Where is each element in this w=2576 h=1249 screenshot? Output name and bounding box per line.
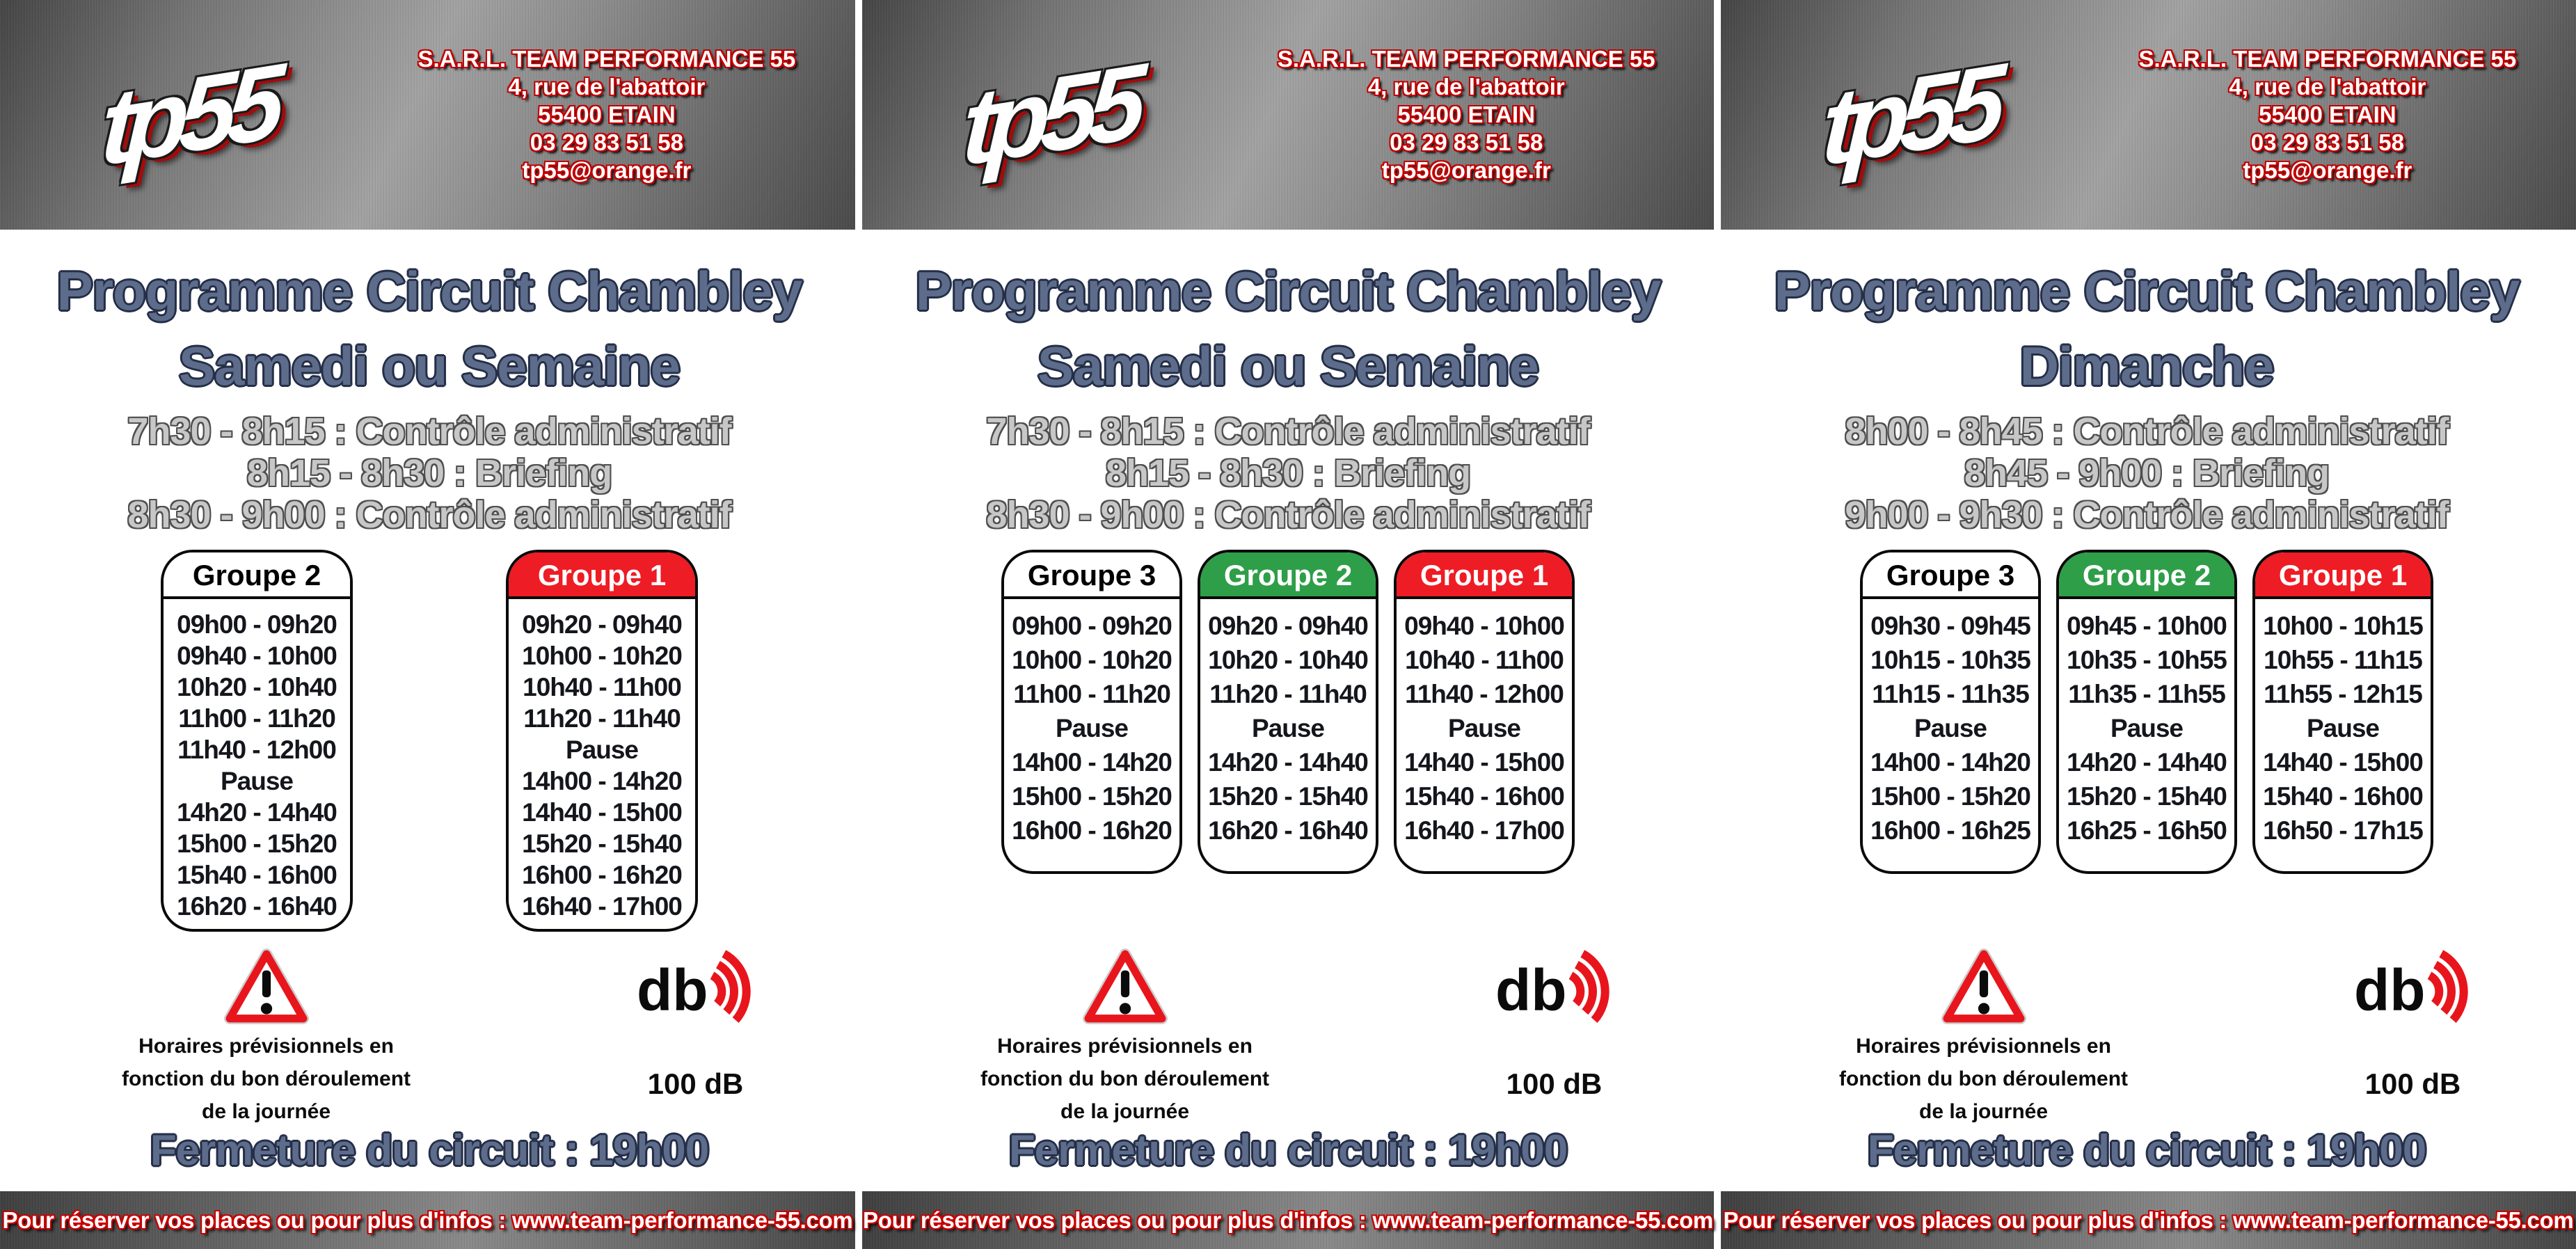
title-line1: Programme Circuit Chambley: [1774, 260, 2520, 321]
flyer-panel-samedi-2: [859, 0, 1717, 1249]
time-slot: 11h35 - 11h55: [2068, 680, 2225, 708]
closing-time: Fermeture du circuit : 19h00: [1867, 1127, 2426, 1175]
company-street: 4, rue de l'abattoir: [2229, 74, 2426, 100]
time-slot: 09h20 - 09h40: [522, 610, 682, 639]
notice-line: fonction du bon déroulement: [980, 1067, 1270, 1090]
pause-row: Pause: [1447, 714, 1520, 742]
time-slot: 15h20 - 15h40: [522, 829, 682, 858]
header-plate: [1721, 0, 2576, 230]
company-email: tp55@orange.fr: [1381, 157, 1551, 183]
tp55-logo: tp55: [960, 40, 1140, 188]
time-slot: 10h00 - 10h20: [1012, 646, 1172, 674]
time-slot: 14h40 - 15h00: [1404, 748, 1564, 777]
time-slot: 16h25 - 16h50: [2067, 816, 2227, 845]
company-name: S.A.R.L. TEAM PERFORMANCE 55: [1277, 46, 1655, 72]
pause-row: Pause: [2306, 714, 2379, 742]
schedule-line: 8h30 - 9h00 : Contrôle administratif: [986, 494, 1590, 536]
pause-row: Pause: [1055, 714, 1128, 742]
time-slot: 09h45 - 10h00: [2067, 612, 2227, 640]
noise-block: [1391, 948, 1717, 1128]
page-title: [0, 253, 859, 404]
pause-row: Pause: [1914, 714, 1987, 742]
noise-limit: 100 dB: [2364, 1067, 2461, 1100]
group-header: Groupe 3: [1004, 552, 1179, 599]
time-slot: 16h00 - 16h25: [1870, 816, 2030, 845]
header-plate: [862, 0, 1714, 230]
time-slot: 16h50 - 17h15: [2263, 816, 2423, 845]
time-slot: 15h00 - 15h20: [1870, 782, 2030, 811]
group-cards: [1717, 550, 2576, 874]
svg-text:db: db: [1495, 957, 1567, 1023]
schedule-line: 8h15 - 8h30 : Briefing: [1105, 452, 1471, 494]
schedule-line: 7h30 - 8h15 : Contrôle administratif: [127, 411, 731, 452]
notice-text: [980, 1030, 1269, 1128]
title-line2: Samedi ou Semaine: [179, 335, 680, 397]
company-street: 4, rue de l'abattoir: [1367, 74, 1565, 100]
group-header: Groupe 2: [2059, 552, 2234, 599]
warning-triangle-icon: [1083, 948, 1168, 1024]
notice-line: Horaires prévisionnels en: [138, 1035, 394, 1058]
title-line1: Programme Circuit Chambley: [56, 260, 802, 321]
noise-block: [532, 948, 859, 1128]
company-city: 55400 ETAIN: [2259, 102, 2396, 127]
time-slot: 10h20 - 10h40: [177, 673, 337, 701]
time-slot: 10h20 - 10h40: [1208, 646, 1368, 674]
group-times: [1200, 599, 1376, 854]
notice-block: [1717, 948, 2250, 1128]
pause-row: Pause: [2110, 714, 2183, 742]
morning-schedule: [859, 411, 1717, 536]
group-header: Groupe 1: [1397, 552, 1572, 599]
notice-line: fonction du bon déroulement: [122, 1067, 411, 1090]
title-line1: Programme Circuit Chambley: [915, 260, 1661, 321]
group-header: Groupe 2: [164, 552, 350, 599]
company-info: [1237, 45, 1714, 184]
company-city: 55400 ETAIN: [538, 102, 676, 127]
footer-bar: [1721, 1191, 2576, 1249]
noise-limit: 100 dB: [647, 1067, 744, 1100]
time-slot: 10h40 - 11h00: [523, 673, 681, 701]
warning-triangle-icon: [1941, 948, 2026, 1024]
closing-time: Fermeture du circuit : 19h00: [1008, 1127, 1568, 1175]
flyer-panel-samedi-1: [0, 0, 859, 1249]
time-slot: 09h20 - 09h40: [1208, 612, 1368, 640]
notice-text: [122, 1030, 411, 1128]
decibel-sound-icon: [2354, 948, 2472, 1031]
time-slot: 14h40 - 15h00: [522, 798, 682, 827]
time-slot: 15h20 - 15h40: [1208, 782, 1368, 811]
time-slot: 11h00 - 11h20: [178, 704, 335, 733]
time-slot: 09h40 - 10h00: [1404, 612, 1564, 640]
pause-row: Pause: [565, 735, 638, 764]
time-slot: 16h00 - 16h20: [1012, 816, 1172, 845]
time-slot: 10h55 - 11h15: [2264, 646, 2422, 674]
company-phone: 03 29 83 51 58: [1390, 129, 1543, 155]
footer-bar: [0, 1191, 855, 1249]
noise-limit: 100 dB: [1506, 1067, 1603, 1100]
morning-schedule: [0, 411, 859, 536]
group-times: [2255, 599, 2431, 854]
group-cards: [859, 550, 1717, 874]
time-slot: 15h40 - 16h00: [2263, 782, 2423, 811]
noise-block: [2250, 948, 2576, 1128]
company-info: [376, 45, 855, 184]
svg-text:db: db: [636, 957, 708, 1023]
company-email: tp55@orange.fr: [2243, 157, 2412, 183]
flyer-panel-dimanche: [1717, 0, 2576, 1249]
notice-line: de la journée: [1060, 1100, 1190, 1123]
time-slot: 09h30 - 09h45: [1870, 612, 2030, 640]
group-card: [1394, 550, 1575, 874]
group-times: [509, 599, 695, 929]
group-header: Groupe 3: [1863, 552, 2038, 599]
footer-bar: [862, 1191, 1714, 1249]
group-times: [1004, 599, 1179, 854]
notice-text: [1839, 1030, 2128, 1128]
company-phone: 03 29 83 51 58: [2250, 129, 2404, 155]
company-email: tp55@orange.fr: [522, 157, 692, 183]
company-phone: 03 29 83 51 58: [530, 129, 683, 155]
time-slot: 11h20 - 11h40: [523, 704, 681, 733]
schedule-line: 8h00 - 8h45 : Contrôle administratif: [1845, 411, 2449, 452]
time-slot: 11h40 - 12h00: [1405, 680, 1564, 708]
time-slot: 16h40 - 17h00: [1404, 816, 1564, 845]
bottom-info: [859, 948, 1717, 1128]
page-title: [859, 253, 1717, 404]
notice-line: fonction du bon déroulement: [1839, 1067, 2129, 1090]
company-street: 4, rue de l'abattoir: [508, 74, 706, 100]
tp55-logo: tp55: [98, 40, 278, 188]
time-slot: 16h20 - 16h40: [177, 892, 337, 921]
group-times: [1397, 599, 1572, 854]
time-slot: 14h20 - 14h40: [177, 798, 337, 827]
company-info: [2097, 45, 2576, 184]
closing-time: Fermeture du circuit : 19h00: [150, 1127, 709, 1175]
group-times: [1863, 599, 2038, 854]
pause-row: Pause: [220, 767, 293, 795]
schedule-line: 7h30 - 8h15 : Contrôle administratif: [986, 411, 1590, 452]
page-title: [1717, 253, 2576, 404]
tp55-logo: tp55: [1819, 40, 1999, 188]
group-card: [1860, 550, 2041, 874]
time-slot: 11h20 - 11h40: [1209, 680, 1367, 708]
time-slot: 11h55 - 12h15: [2264, 680, 2422, 708]
time-slot: 09h00 - 09h20: [177, 610, 337, 639]
time-slot: 09h00 - 09h20: [1012, 612, 1172, 640]
group-times: [164, 599, 350, 929]
group-cards: [0, 550, 859, 932]
schedule-line: 8h45 - 9h00 : Briefing: [1964, 452, 2330, 494]
notice-line: Horaires prévisionnels en: [997, 1035, 1253, 1058]
time-slot: 14h40 - 15h00: [2263, 748, 2423, 777]
time-slot: 15h00 - 15h20: [177, 829, 337, 858]
notice-line: de la journée: [1919, 1100, 2049, 1123]
group-card: [2056, 550, 2237, 874]
time-slot: 10h00 - 10h15: [2263, 612, 2423, 640]
group-card: [161, 550, 353, 932]
group-header: Groupe 1: [509, 552, 695, 599]
schedule-line: 9h00 - 9h30 : Contrôle administratif: [1845, 494, 2449, 536]
decibel-sound-icon: [637, 948, 755, 1031]
schedule-line: 8h15 - 8h30 : Briefing: [246, 452, 612, 494]
time-slot: 11h00 - 11h20: [1013, 680, 1170, 708]
time-slot: 16h40 - 17h00: [522, 892, 682, 921]
bottom-info: [1717, 948, 2576, 1128]
notice-line: Horaires prévisionnels en: [1856, 1035, 2111, 1058]
svg-text:db: db: [2353, 957, 2426, 1023]
group-header: Groupe 1: [2255, 552, 2431, 599]
title-line2: Samedi ou Semaine: [1037, 335, 1539, 397]
time-slot: 16h00 - 16h20: [522, 861, 682, 889]
company-name: S.A.R.L. TEAM PERFORMANCE 55: [418, 46, 796, 72]
time-slot: 11h40 - 12h00: [177, 735, 336, 764]
time-slot: 15h40 - 16h00: [177, 861, 337, 889]
time-slot: 14h20 - 14h40: [1208, 748, 1368, 777]
footer-text: Pour réserver vos places ou pour plus d'infos : www.team-performance-55.com: [863, 1207, 1713, 1233]
bottom-info: [0, 948, 859, 1128]
time-slot: 15h00 - 15h20: [1012, 782, 1172, 811]
time-slot: 15h20 - 15h40: [2067, 782, 2227, 811]
footer-text: Pour réserver vos places ou pour plus d'infos : www.team-performance-55.com: [1723, 1207, 2574, 1233]
title-line2: Dimanche: [2019, 335, 2274, 397]
time-slot: 10h40 - 11h00: [1405, 646, 1564, 674]
time-slot: 14h00 - 14h20: [1870, 748, 2030, 777]
company-city: 55400 ETAIN: [1397, 102, 1536, 127]
header-plate: [0, 0, 855, 230]
time-slot: 10h15 - 10h35: [1870, 646, 2030, 674]
group-card: [1198, 550, 1378, 874]
group-card: [506, 550, 698, 932]
time-slot: 16h20 - 16h40: [1208, 816, 1368, 845]
footer-text: Pour réserver vos places ou pour plus d'infos : www.team-performance-55.com: [2, 1207, 853, 1233]
time-slot: 11h15 - 11h35: [1872, 680, 2029, 708]
time-slot: 14h20 - 14h40: [2067, 748, 2227, 777]
time-slot: 14h00 - 14h20: [1012, 748, 1172, 777]
warning-triangle-icon: [224, 948, 309, 1024]
decibel-sound-icon: [1495, 948, 1614, 1031]
pause-row: Pause: [1251, 714, 1324, 742]
schedule-line: 8h30 - 9h00 : Contrôle administratif: [127, 494, 731, 536]
notice-block: [859, 948, 1391, 1128]
time-slot: 15h40 - 16h00: [1404, 782, 1564, 811]
notice-block: [0, 948, 532, 1128]
notice-line: de la journée: [202, 1100, 331, 1123]
time-slot: 10h00 - 10h20: [522, 642, 682, 670]
time-slot: 14h00 - 14h20: [522, 767, 682, 795]
time-slot: 10h35 - 10h55: [2067, 646, 2227, 674]
group-card: [2252, 550, 2433, 874]
company-name: S.A.R.L. TEAM PERFORMANCE 55: [2138, 46, 2517, 72]
morning-schedule: [1717, 411, 2576, 536]
group-header: Groupe 2: [1200, 552, 1376, 599]
group-card: [1001, 550, 1182, 874]
group-times: [2059, 599, 2234, 854]
time-slot: 09h40 - 10h00: [177, 642, 337, 670]
